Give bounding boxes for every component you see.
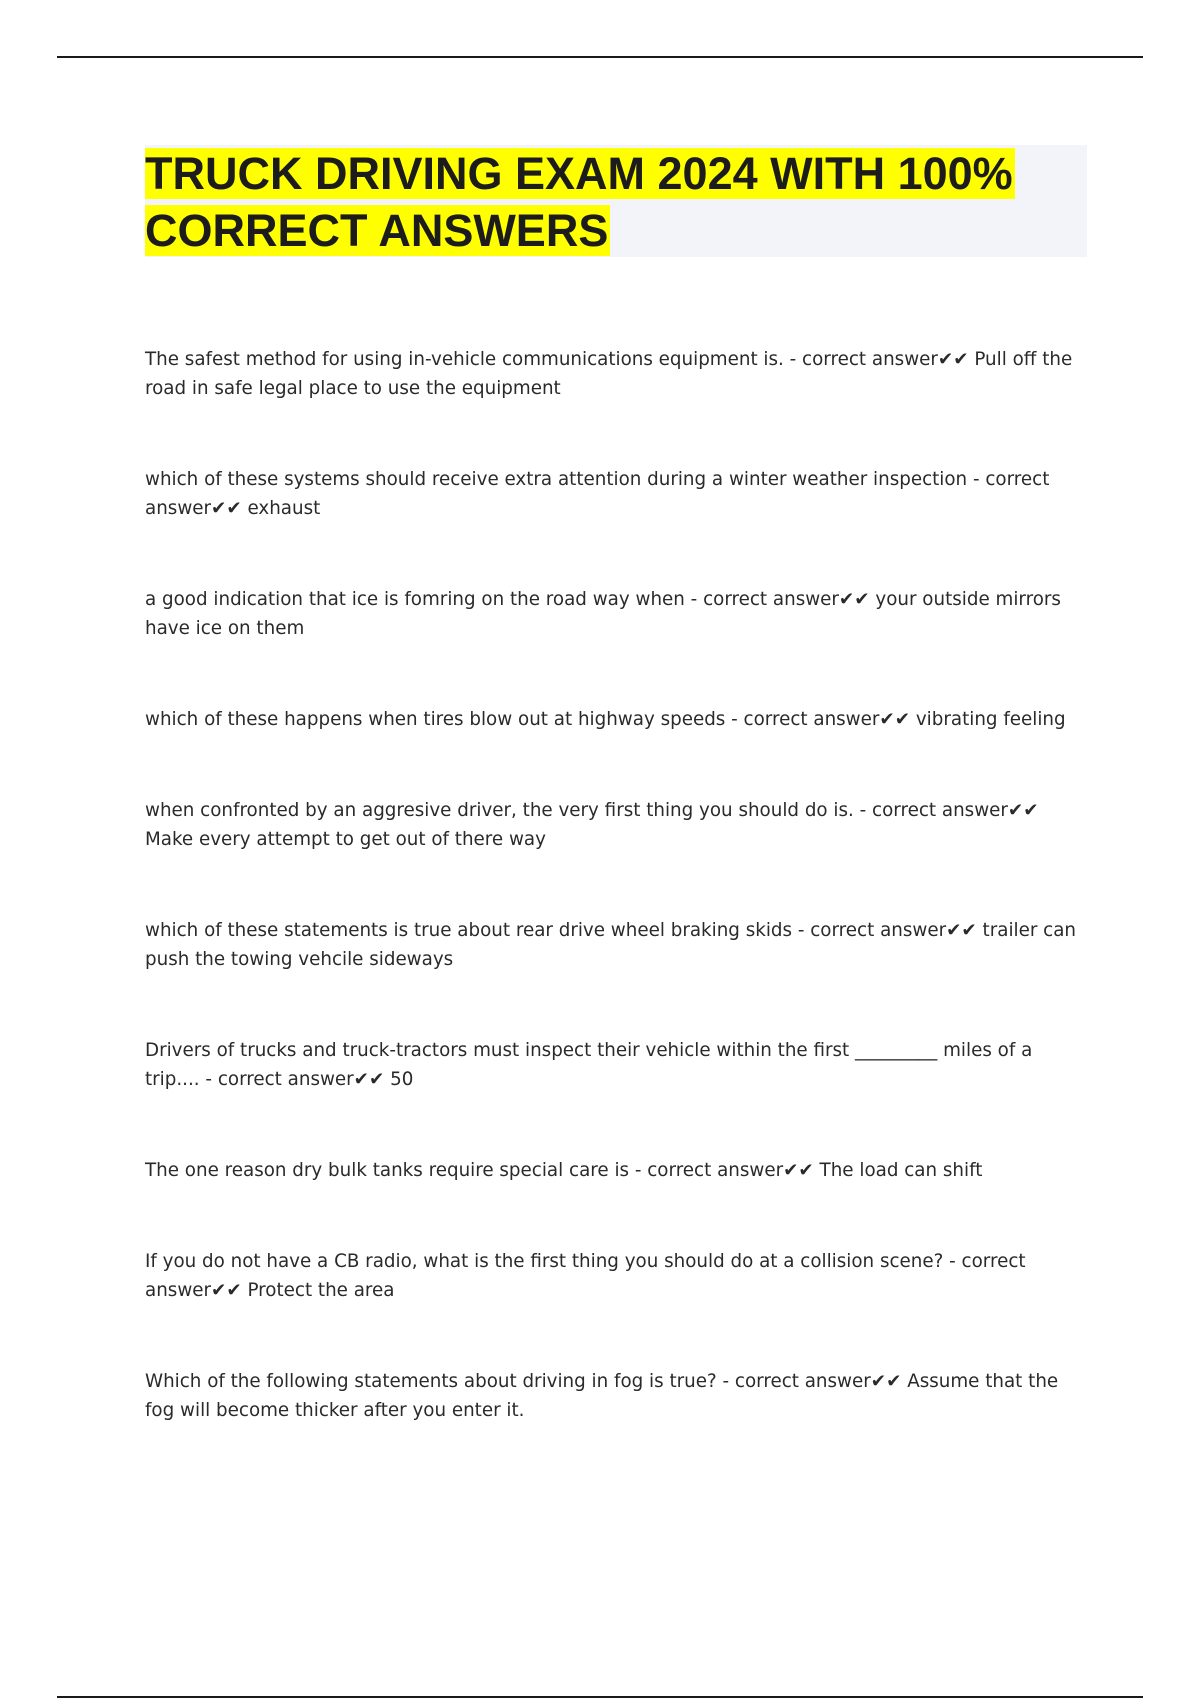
document-title [145,145,1087,259]
header-rule [57,56,1143,58]
title-block [145,145,1087,257]
qa-item: If you do not have a CB radio, what is the first thing you should do at a collision scene? - correct answer✔✔ Protect the area [145,1251,1026,1301]
qa-item: which of these happens when tires blow out at highway speeds - correct answer✔✔ vibrating feeling [145,709,1066,730]
qa-item: The safest method for using in-vehicle communications equipment is. - correct answer✔✔ Pull off the road in safe legal place to use the equipment [145,349,1073,399]
qa-item: Drivers of trucks and truck-tractors must inspect their vehicle within the first _________ miles of a trip.... - correct answer✔✔ 50 [145,1040,1033,1090]
qa-item: which of these statements is true about rear drive wheel braking skids - correct answer✔✔ trailer can push the towing vehcile sideways [145,920,1077,970]
qa-item: The one reason dry bulk tanks require special care is - correct answer✔✔ The load can shift [145,1160,983,1181]
qa-item: Which of the following statements about driving in fog is true? - correct answer✔✔ Assume that the fog will become thicker after you enter it. [145,1371,1059,1421]
qa-list [145,345,1090,1487]
qa-item: when confronted by an aggresive driver, the very first thing you should do is. - correct answer✔✔ Make every attempt to get out of there way [145,800,1039,850]
title-highlight: TRUCK DRIVING EXAM 2024 WITH 100% CORRECT ANSWERS [145,148,1013,256]
footer-rule [57,1696,1143,1698]
qa-item: a good indication that ice is fomring on the road way when - correct answer✔✔ your outside mirrors have ice on them [145,589,1061,639]
qa-item: which of these systems should receive extra attention during a winter weather inspection - correct answer✔✔ exhaust [145,469,1050,519]
